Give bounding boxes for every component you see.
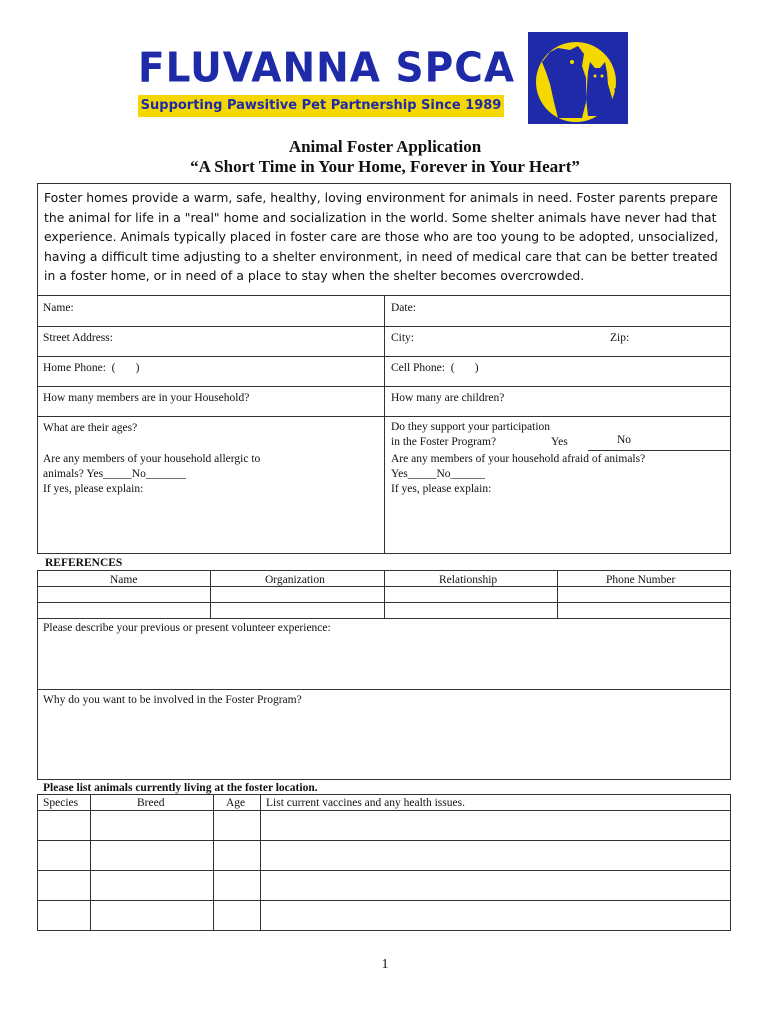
animal-line <box>730 794 731 931</box>
children-count-field[interactable]: How many are children? <box>391 392 505 404</box>
animal-line <box>260 794 261 931</box>
volunteer-experience-field[interactable]: Please describe your previous or present volunteer experience: <box>43 622 331 634</box>
ref-line <box>384 570 385 619</box>
animal-line <box>37 810 731 811</box>
support-question-line1: Do they support your participation <box>391 421 551 433</box>
animal-line <box>37 794 38 931</box>
street-address-field[interactable]: Street Address: <box>43 332 113 344</box>
ref-line <box>730 570 731 619</box>
ref-line <box>557 570 558 619</box>
ref-line <box>210 570 211 619</box>
ref-line <box>37 570 38 619</box>
q-line <box>37 618 38 780</box>
home-phone-field[interactable]: Home Phone: ( ) <box>43 362 140 374</box>
name-field[interactable]: Name: <box>43 302 74 314</box>
form-divider-middle <box>384 296 385 554</box>
city-field[interactable]: City: <box>391 332 415 344</box>
row-line <box>37 553 731 554</box>
cell-phone-field[interactable]: Cell Phone: ( ) <box>391 362 479 374</box>
animal-line <box>37 794 731 795</box>
form-title: Animal Foster Application <box>288 137 482 156</box>
tagline: Supporting Pawsitive Pet Partnership Since 1989 <box>138 95 504 117</box>
support-question-line2: in the Foster Program? <box>391 436 497 448</box>
org-name: FLUVANNA SPCA <box>138 44 516 93</box>
spca-logo <box>528 32 628 124</box>
row-line <box>588 450 731 451</box>
allergic-explain-field[interactable]: If yes, please explain: <box>43 483 144 495</box>
q-line <box>730 618 731 780</box>
animal-col-health: List current vaccines and any health issues. <box>266 797 465 809</box>
animal-col-age: Age <box>226 797 246 809</box>
intro-paragraph: Foster homes provide a warm, safe, healthy, loving environment for animals in need. Foster parents prepare the animal for life in a "real" home and socialization in the world. Some shelter animals have never had that experience. Animals typically placed in foster care are those who are too young to be adopted, unsocialized, having a difficult time adjusting to a shelter environment, in need of medical care that can be better treated in a foster home, or in need of a place to stay when the shelter becomes overcrowded. <box>37 183 731 296</box>
animal-line <box>213 794 214 931</box>
animal-line <box>37 870 731 871</box>
animal-col-breed: Breed <box>137 797 165 809</box>
ages-field[interactable]: What are their ages? <box>43 422 138 434</box>
row-line <box>37 326 731 327</box>
form-subtitle: “A Short Time in Your Home, Forever in Your Heart” <box>190 157 580 176</box>
afraid-explain-field[interactable]: If yes, please explain: <box>391 483 492 495</box>
ref-col-phone: Phone Number <box>606 574 676 586</box>
row-line <box>37 356 731 357</box>
allergic-question-line2[interactable]: animals? Yes_____No_______ <box>43 468 187 480</box>
ref-col-name: Name <box>110 574 138 586</box>
form-border-left <box>37 296 38 554</box>
form-border-right <box>730 296 731 554</box>
animal-line <box>37 900 731 901</box>
row-line <box>37 416 731 417</box>
animal-line <box>90 794 91 931</box>
ref-col-organization: Organization <box>265 574 325 586</box>
page-number: 1 <box>381 957 389 972</box>
allergic-question-line1: Are any members of your household allergic to <box>43 453 261 465</box>
support-no-option[interactable]: No <box>617 434 632 446</box>
references-heading: REFERENCES <box>45 557 123 569</box>
animal-col-species: Species <box>43 797 79 809</box>
q-line <box>37 779 731 780</box>
afraid-question-line2[interactable]: Yes_____No______ <box>391 468 486 480</box>
q-line <box>37 689 731 690</box>
date-field[interactable]: Date: <box>391 302 416 314</box>
row-line <box>37 386 731 387</box>
animal-line <box>37 840 731 841</box>
animals-heading: Please list animals currently living at the foster location. <box>43 782 318 794</box>
zip-field[interactable]: Zip: <box>610 332 630 344</box>
household-members-field[interactable]: How many members are in your Household? <box>43 392 250 404</box>
ref-col-relationship: Relationship <box>439 574 498 586</box>
afraid-question-line1: Are any members of your household afraid of animals? <box>391 453 646 465</box>
support-yes-option[interactable]: Yes <box>551 436 568 448</box>
why-foster-field[interactable]: Why do you want to be involved in the Foster Program? <box>43 694 302 706</box>
animal-line <box>37 930 731 931</box>
